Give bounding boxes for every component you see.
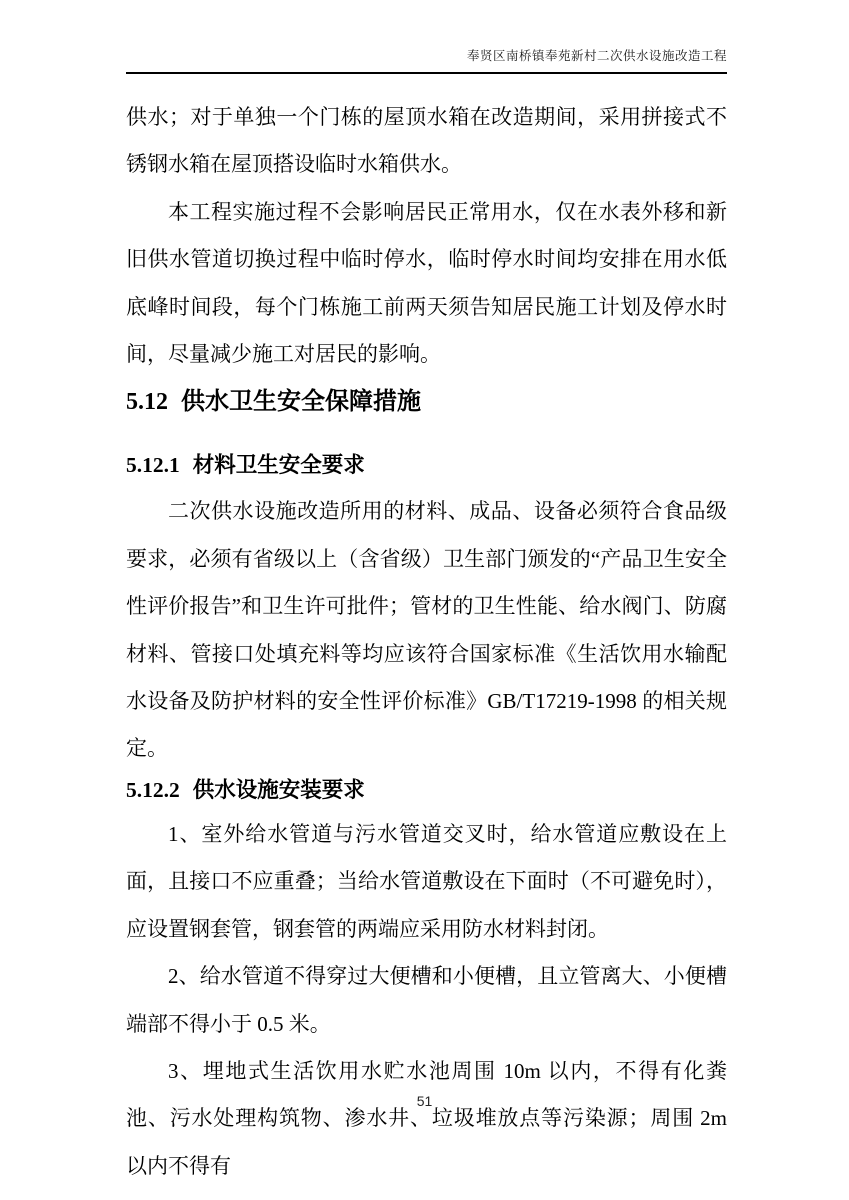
page-header — [126, 47, 727, 74]
header-rule — [126, 72, 727, 74]
heading-5-12-1-number: 5.12.1 — [126, 453, 180, 478]
heading-5-12-title: 供水卫生安全保障措施 — [181, 389, 421, 416]
heading-5-12-1 — [126, 450, 727, 480]
paragraph-install-item-2: 2、给水管道不得穿过大便槽和小便槽，且立管离大、小便槽端部不得小于 0.5 米。 — [126, 964, 727, 1036]
paragraph-install-item-3: 3、埋地式生活饮用水贮水池周围 10m 以内，不得有化粪池、污水处理构筑物、渗水井、垃圾堆放点等污染源；周围 2m 以内不得有 — [126, 1058, 727, 1178]
heading-5-12-2 — [126, 775, 727, 805]
paragraph-resident-impact: 本工程实施过程不会影响居民正常用水，仅在水表外移和新旧供水管道切换过程中临时停水，临时停水时间均安排在用水低底峰时间段，每个门栋施工前两天须告知居民施工计划及停水时间，尽量减少施工对居民的影响。 — [126, 199, 727, 367]
heading-5-12-number: 5.12 — [126, 389, 168, 416]
header-project-title: 奉贤区南桥镇奉苑新村二次供水设施改造工程 — [466, 49, 727, 63]
heading-5-12 — [126, 386, 727, 419]
page-number: 51 — [416, 1093, 433, 1109]
heading-5-12-1-title: 材料卫生安全要求 — [192, 453, 365, 478]
document-body — [126, 94, 727, 1190]
heading-5-12-2-title: 供水设施安装要求 — [192, 777, 365, 802]
heading-5-12-2-number: 5.12.2 — [126, 777, 180, 802]
paragraph-material-hygiene: 二次供水设施改造所用的材料、成品、设备必须符合食品级要求，必须有省级以上（含省级）卫生部门颁发的“产品卫生安全性评价报告”和卫生许可批件；管材的卫生性能、给水阀门、防腐材料、管接口处填充料等均应该符合国家标准《生活饮用水输配水设备及防护材料的安全性评价标准》GB/T17219-1998 的相关规定。 — [126, 499, 727, 761]
paragraph-install-item-1: 1、室外给水管道与污水管道交叉时，给水管道应敷设在上面，且接口不应重叠；当给水管道敷设在下面时（不可避免时），应设置钢套管，钢套管的两端应采用防水材料封闭。 — [126, 821, 727, 941]
paragraph-temp-water-supply: 供水；对于单独一个门栋的屋顶水箱在改造期间，采用拼接式不锈钢水箱在屋顶搭设临时水箱供水。 — [126, 105, 727, 177]
